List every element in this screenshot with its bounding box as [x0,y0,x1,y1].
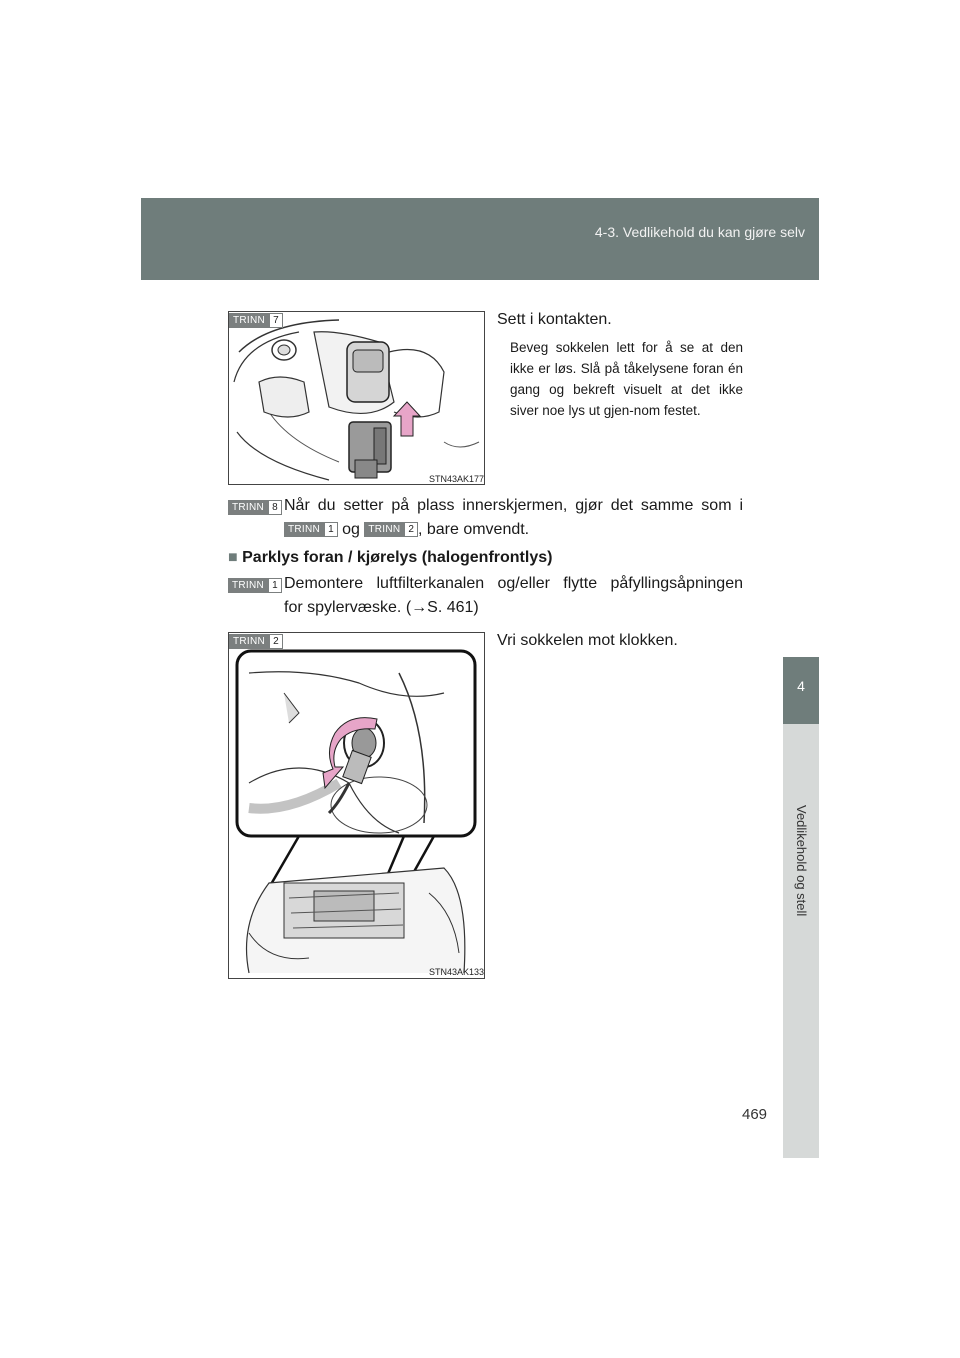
bulb-socket-illustration [229,633,484,978]
step-8-text-line2 [284,518,529,542]
step-a1-text: Demontere luftfilterkanalen og/eller flytte påfyllingsåpningen [284,575,743,592]
figure-code-177: STN43AK177 [429,474,485,484]
chapter-label: Vedlikehold og stell [794,805,809,917]
step-badge-7: TRINN 7 [229,312,283,330]
step-8-text: Når du setter på plass innerskjermen, gjør det samme som i [284,497,743,514]
step-7-heading: Sett i kontakten. [497,311,612,328]
section-heading [228,546,552,570]
connector-illustration [229,312,484,484]
step-badge-a2: TRINN 2 [229,633,283,651]
section-header [141,198,819,280]
step-a1-line2-a: for spylervæske. ( [284,599,412,616]
step-a1-page-ref[interactable]: S. 461) [427,599,479,616]
chapter-number: 4 [797,678,805,694]
step-a2-heading: Vri sokkelen mot klokken. [497,632,678,649]
step-ref-1: TRINN 1 [284,522,338,537]
bullet-square: ■ [228,549,238,566]
figure-step-7 [228,311,485,485]
step-7-note: Beveg sokkelen lett for å se at den ikke er løs. Slå på tåkelysene foran én gang og bekreft visuelt at det ikke siver noe lys ut gjen-nom festet. [510,340,743,418]
chapter-tab [783,657,819,724]
figure-code-133: STN43AK133 [429,967,485,977]
step-badge-a1: TRINN 1 [228,577,282,595]
chapter-label-wrap [794,805,809,917]
step-ref-2: TRINN 2 [364,522,418,537]
step-8-tail: , bare omvendt. [417,521,530,538]
arrow-right-icon: → [411,599,428,616]
step-a1-text-line2 [284,596,479,620]
chapter-band [783,724,819,1158]
step-badge-8: TRINN 8 [228,499,282,517]
page-number: 469 [742,1106,768,1123]
section-heading-text: Parklys foran / kjørelys (halogenfrontlys) [242,549,553,566]
step-8-og: og [342,521,360,538]
figure-step-a2 [228,632,485,979]
section-title: 4-3. Vedlikehold du kan gjøre selv [594,224,805,240]
